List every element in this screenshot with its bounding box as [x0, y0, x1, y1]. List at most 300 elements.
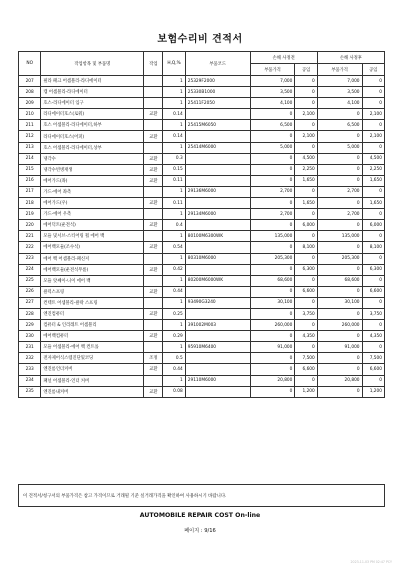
cell-hq: 0.44	[163, 364, 185, 375]
cell-l1: 0	[295, 87, 317, 98]
cell-l2: 0	[362, 342, 384, 353]
cell-p1: 135,000	[250, 231, 295, 242]
cell-l2: 0	[362, 87, 384, 98]
cell-item: 가드-에어 우측	[41, 209, 144, 220]
cell-item: 엔진컴퓨터	[41, 308, 144, 319]
cell-p1: 4,100	[250, 98, 295, 109]
cell-p2: 0	[317, 331, 362, 342]
cell-l1: 0	[295, 231, 317, 242]
table-row	[19, 308, 385, 319]
estimate-table	[18, 51, 385, 398]
cell-l2: 0	[362, 253, 384, 264]
table-row	[19, 131, 385, 142]
cell-p2: 3,500	[317, 87, 362, 98]
cell-hq: 0.4	[163, 220, 185, 231]
header-labor-before: 공임	[295, 64, 317, 76]
cell-no: 232	[19, 353, 41, 364]
cell-no: 211	[19, 120, 41, 131]
cell-l2: 0	[362, 98, 384, 109]
cell-hq: 1	[163, 87, 185, 98]
cell-no: 230	[19, 331, 41, 342]
cell-item: 모듈 및서브-스티어링 휠 에어 백	[41, 231, 144, 242]
cell-p2: 0	[317, 242, 362, 253]
cell-p2: 135,000	[317, 231, 362, 242]
header-item: 작업항목 및 부품명	[41, 52, 144, 76]
cell-hq: 0.08	[163, 386, 185, 397]
cell-p2: 0	[317, 109, 362, 120]
cell-item: 에어 백 어셈블리-패신저	[41, 253, 144, 264]
cell-p2: 0	[317, 175, 362, 186]
cell-no: 233	[19, 364, 41, 375]
cell-code	[185, 220, 250, 231]
cell-work: 교환	[144, 242, 163, 253]
cell-l1: 4,350	[295, 331, 317, 342]
cell-item: 컴퓨터 & 인리레트 어셈블리	[41, 320, 144, 331]
cell-p1: 0	[250, 175, 295, 186]
cell-p1: 2,700	[250, 186, 295, 197]
cell-hq: 0.3	[163, 153, 185, 164]
cell-p1: 0	[250, 264, 295, 275]
cell-p2: 260,000	[317, 320, 362, 331]
cell-work: 교환	[144, 131, 163, 142]
cell-l1: 0	[295, 120, 317, 131]
cell-item: 클럭스프링	[41, 286, 144, 297]
cell-hq: 1	[163, 142, 185, 153]
table-row	[19, 253, 385, 264]
cell-no: 210	[19, 109, 41, 120]
cell-hq: 1	[163, 320, 185, 331]
cell-hq: 1	[163, 297, 185, 308]
cell-code: 95910M6400	[185, 342, 250, 353]
cell-work	[144, 342, 163, 353]
cell-l1: 2,100	[295, 109, 317, 120]
cell-l2: 1,650	[362, 175, 384, 186]
cell-l1: 0	[295, 209, 317, 220]
cell-work	[144, 98, 163, 109]
table-row	[19, 164, 385, 175]
cell-p2: 0	[317, 264, 362, 275]
cell-item: 호스 어셈블리-라디에이터,하부	[41, 120, 144, 131]
cell-item: 모듈 어셈블리-에어 백 컨트롤	[41, 342, 144, 353]
table-row	[19, 109, 385, 120]
cell-l2: 0	[362, 375, 384, 386]
cell-p1: 3,500	[250, 87, 295, 98]
table-row	[19, 87, 385, 98]
cell-l1: 8,100	[295, 242, 317, 253]
cell-l2: 1,650	[362, 198, 384, 209]
cell-l1: 1,650	[295, 175, 317, 186]
cell-hq: 1	[163, 209, 185, 220]
cell-no: 226	[19, 286, 41, 297]
cell-work: 교환	[144, 286, 163, 297]
cell-code	[185, 131, 250, 142]
cell-p1: 7,000	[250, 76, 295, 87]
cell-no: 225	[19, 275, 41, 286]
cell-work	[144, 275, 163, 286]
cell-no: 212	[19, 131, 41, 142]
cell-hq: 1	[163, 186, 185, 197]
cell-no: 224	[19, 264, 41, 275]
cell-p2: 0	[317, 364, 362, 375]
cell-code	[185, 331, 250, 342]
cell-code	[185, 308, 250, 319]
cell-l1: 6,600	[295, 286, 317, 297]
cell-no: 221	[19, 231, 41, 242]
cell-p2: 2,700	[317, 209, 362, 220]
cell-item: 에어백컴퓨터	[41, 331, 144, 342]
cell-p1: 205,300	[250, 253, 295, 264]
cell-no: 218	[19, 198, 41, 209]
cell-no: 209	[19, 98, 41, 109]
table-row	[19, 220, 385, 231]
cell-hq: 1	[163, 231, 185, 242]
cell-work: 교환	[144, 364, 163, 375]
cell-no: 214	[19, 153, 41, 164]
cell-item: 라디에이터호스(어퍼)	[41, 131, 144, 142]
cell-p1: 0	[250, 364, 295, 375]
cell-p2: 0	[317, 131, 362, 142]
table-row	[19, 353, 385, 364]
cell-p1: 0	[250, 286, 295, 297]
cell-l2: 0	[362, 297, 384, 308]
header-code: 부품코드	[185, 52, 250, 76]
cell-item: 가드-에어 좌측	[41, 186, 144, 197]
cell-hq: 0.25	[163, 308, 185, 319]
cell-code	[185, 264, 250, 275]
table-row	[19, 297, 385, 308]
cell-code	[185, 153, 250, 164]
cell-work	[144, 87, 163, 98]
cell-p2: 0	[317, 308, 362, 319]
cell-l1: 1,200	[295, 386, 317, 397]
cell-work: 교환	[144, 109, 163, 120]
cell-hq: 1	[163, 342, 185, 353]
cell-item: 라디에이터호스(로워)	[41, 109, 144, 120]
cell-p2: 30,100	[317, 297, 362, 308]
cell-l1: 0	[295, 297, 317, 308]
cell-l1: 0	[295, 375, 317, 386]
cell-hq: 0.11	[163, 175, 185, 186]
disclaimer-note: 이 견적서/청구서의 부품가격은 참고 가격이므로 거래될 기준 실거래가격을 확인하여 사용하시기 바랍니다.	[18, 484, 385, 507]
cell-p2: 0	[317, 164, 362, 175]
cell-item: 필라 패크 어셈블리-라디에이터	[41, 76, 144, 87]
cell-hq: 0.5	[163, 353, 185, 364]
cell-code	[185, 242, 250, 253]
cell-hq: 0.42	[163, 264, 185, 275]
cell-hq: 1	[163, 120, 185, 131]
cell-hq: 0.11	[163, 198, 185, 209]
cell-item: 에어가드(좌)	[41, 175, 144, 186]
cell-l1: 0	[295, 76, 317, 87]
cell-l2: 6,000	[362, 220, 384, 231]
cell-l2: 2,250	[362, 164, 384, 175]
table-row	[19, 242, 385, 253]
cell-no: 219	[19, 209, 41, 220]
cell-p1: 2,700	[250, 209, 295, 220]
header-price-before: 부품가격	[250, 64, 295, 76]
cell-work: 교환	[144, 153, 163, 164]
cell-item: 캡 어셈블리-라디에이터	[41, 87, 144, 98]
header-work: 작업	[144, 52, 163, 76]
cell-item: 패널 어셈블리-언더 커버	[41, 375, 144, 386]
cell-no: 215	[19, 164, 41, 175]
cell-p2: 0	[317, 198, 362, 209]
cell-code: 29136M6000	[185, 186, 250, 197]
cell-code: 391002M003	[185, 320, 250, 331]
table-row	[19, 375, 385, 386]
cell-no: 213	[19, 142, 41, 153]
cell-p1: 0	[250, 331, 295, 342]
cell-p2: 6,500	[317, 120, 362, 131]
cell-code: 29110M6000	[185, 375, 250, 386]
cell-code	[185, 364, 250, 375]
table-row	[19, 275, 385, 286]
cell-no: 222	[19, 242, 41, 253]
cell-code	[185, 175, 250, 186]
cell-code: 29134M6000	[185, 209, 250, 220]
cell-l1: 6,300	[295, 264, 317, 275]
cell-p1: 0	[250, 353, 295, 364]
cell-p2: 205,300	[317, 253, 362, 264]
cell-work	[144, 209, 163, 220]
cell-p2: 5,000	[317, 142, 362, 153]
cell-code: 25414M6000	[185, 142, 250, 153]
header-no: NO	[19, 52, 41, 76]
cell-item: 에어덕트(운전석)	[41, 220, 144, 231]
cell-no: 207	[19, 76, 41, 87]
cell-code	[185, 198, 250, 209]
cell-p1: 5,000	[250, 142, 295, 153]
cell-no: 234	[19, 375, 41, 386]
cell-p2: 20,800	[317, 375, 362, 386]
cell-p1: 68,600	[250, 275, 295, 286]
cell-hq: 0.44	[163, 286, 185, 297]
cell-work	[144, 186, 163, 197]
cell-l2: 2,100	[362, 131, 384, 142]
cell-l2: 7,500	[362, 353, 384, 364]
cell-l1: 6,000	[295, 220, 317, 231]
cell-work	[144, 253, 163, 264]
cell-p2: 0	[317, 286, 362, 297]
table-row	[19, 364, 385, 375]
cell-p2: 0	[317, 220, 362, 231]
cell-l2: 0	[362, 186, 384, 197]
cell-p1: 0	[250, 153, 295, 164]
cell-work: 교환	[144, 264, 163, 275]
cell-item: 모듈 앗쎄이-니이 에어 백	[41, 275, 144, 286]
cell-p1: 0	[250, 242, 295, 253]
cell-l1: 0	[295, 275, 317, 286]
cell-work	[144, 320, 163, 331]
cell-p2: 0	[317, 153, 362, 164]
cell-l1: 3,750	[295, 308, 317, 319]
cell-no: 217	[19, 186, 41, 197]
cell-work	[144, 375, 163, 386]
cell-hq: 0.14	[163, 131, 185, 142]
table-row	[19, 76, 385, 87]
table-row	[19, 231, 385, 242]
table-row	[19, 386, 385, 397]
cell-no: 220	[19, 220, 41, 231]
cell-code	[185, 386, 250, 397]
cell-work	[144, 297, 163, 308]
cell-p1: 20,800	[250, 375, 295, 386]
cell-no: 227	[19, 297, 41, 308]
cell-hq: 0.29	[163, 331, 185, 342]
cell-hq: 1	[163, 98, 185, 109]
cell-p2: 0	[317, 353, 362, 364]
cell-l1: 7,500	[295, 353, 317, 364]
cell-l2: 6,600	[362, 364, 384, 375]
cell-work: 교환	[144, 175, 163, 186]
cell-l1: 2,250	[295, 164, 317, 175]
page-number: 페이지 : 9/16	[184, 528, 216, 534]
cell-work: 교환	[144, 198, 163, 209]
cell-code	[185, 286, 250, 297]
cell-p2: 91,000	[317, 342, 362, 353]
cell-l1: 0	[295, 98, 317, 109]
table-row	[19, 120, 385, 131]
cell-work	[144, 142, 163, 153]
cell-code: 93490G3240	[185, 297, 250, 308]
cell-l2: 0	[362, 142, 384, 153]
cell-p2: 4,100	[317, 98, 362, 109]
cell-l2: 1,200	[362, 386, 384, 397]
table-row	[19, 198, 385, 209]
cell-code: 80100M6300WK	[185, 231, 250, 242]
cell-hq: 0.54	[163, 242, 185, 253]
table-row	[19, 286, 385, 297]
cell-code: 80310M6000	[185, 253, 250, 264]
cell-code	[185, 109, 250, 120]
cell-l1: 0	[295, 253, 317, 264]
table-row	[19, 153, 385, 164]
header-hqty: H,Q,%	[163, 52, 185, 76]
cell-hq: 1	[163, 275, 185, 286]
cell-l2: 0	[362, 275, 384, 286]
cell-item: 호스-라디에이터 입구	[41, 98, 144, 109]
header-price-after: 부품가격	[317, 64, 362, 76]
cell-no: 235	[19, 386, 41, 397]
cell-code: 80200M6000WK	[185, 275, 250, 286]
cell-p1: 0	[250, 164, 295, 175]
cell-l2: 4,500	[362, 153, 384, 164]
cell-item: 호스 어셈블리-라디에이터,상부	[41, 142, 144, 153]
table-row	[19, 320, 385, 331]
cell-p1: 30,100	[250, 297, 295, 308]
cell-item: 에어백모듈(조수석)	[41, 242, 144, 253]
cell-l2: 8,100	[362, 242, 384, 253]
cell-l2: 3,750	[362, 308, 384, 319]
cell-l1: 0	[295, 186, 317, 197]
cell-l2: 2,100	[362, 109, 384, 120]
cell-hq: 1	[163, 253, 185, 264]
cell-hq: 0.15	[163, 164, 185, 175]
table-row	[19, 331, 385, 342]
cell-hq: 1	[163, 76, 185, 87]
cell-code	[185, 353, 250, 364]
cell-item: 냉각수	[41, 153, 144, 164]
cell-l2: 6,300	[362, 264, 384, 275]
table-row	[19, 142, 385, 153]
cell-no: 231	[19, 342, 41, 353]
header-before: 손해 사정전	[250, 52, 317, 64]
cell-l2: 0	[362, 76, 384, 87]
cell-code	[185, 164, 250, 175]
table-body	[19, 76, 385, 398]
cell-l1: 2,100	[295, 131, 317, 142]
cell-code: 25329F2000	[185, 76, 250, 87]
cell-work	[144, 120, 163, 131]
cell-work: 교환	[144, 220, 163, 231]
table-row	[19, 342, 385, 353]
cell-item: 에어가드(우)	[41, 198, 144, 209]
header-after: 손해 사정후	[317, 52, 384, 64]
print-timestamp: 2023-11-03 PM 02:47 PCY	[350, 560, 392, 564]
cell-work: 교환	[144, 164, 163, 175]
cell-no: 228	[19, 308, 41, 319]
cell-l2: 0	[362, 120, 384, 131]
cell-l2: 0	[362, 209, 384, 220]
cell-l2: 4,350	[362, 331, 384, 342]
cell-l1: 0	[295, 142, 317, 153]
cell-no: 229	[19, 320, 41, 331]
cell-work: 교환	[144, 386, 163, 397]
cell-no: 223	[19, 253, 41, 264]
cell-l2: 0	[362, 320, 384, 331]
cell-item: 에어백모듈(운전석무릎)	[41, 264, 144, 275]
table-row	[19, 98, 385, 109]
cell-p1: 6,500	[250, 120, 295, 131]
cell-work: 조정	[144, 353, 163, 364]
cell-p2: 0	[317, 386, 362, 397]
cell-p1: 0	[250, 131, 295, 142]
cell-item: 냉각수빈병재생	[41, 164, 144, 175]
cell-p2: 2,700	[317, 186, 362, 197]
cell-work	[144, 76, 163, 87]
cell-code: 25330B1000	[185, 87, 250, 98]
header-labor-after: 공임	[362, 64, 384, 76]
table-row	[19, 264, 385, 275]
cell-p1: 0	[250, 198, 295, 209]
cell-work: 교환	[144, 308, 163, 319]
cell-l2: 6,600	[362, 286, 384, 297]
cell-p1: 91,000	[250, 342, 295, 353]
cell-item: 컨텍트 어셈블리-클락 스프링	[41, 297, 144, 308]
cell-l1: 6,600	[295, 364, 317, 375]
table-row	[19, 209, 385, 220]
cell-p1: 0	[250, 386, 295, 397]
cell-code: 25411F2050	[185, 98, 250, 109]
cell-code: 25415M6050	[185, 120, 250, 131]
cell-item: 전자제어식스템진단및코딩	[41, 353, 144, 364]
cell-hq: 0.14	[163, 109, 185, 120]
cell-l1: 1,650	[295, 198, 317, 209]
cell-p1: 0	[250, 308, 295, 319]
cell-l1: 0	[295, 342, 317, 353]
cell-p1: 0	[250, 220, 295, 231]
cell-no: 208	[19, 87, 41, 98]
cell-p1: 0	[250, 109, 295, 120]
cell-work	[144, 231, 163, 242]
cell-work: 교환	[144, 331, 163, 342]
cell-p1: 260,000	[250, 320, 295, 331]
table-row	[19, 175, 385, 186]
cell-no: 216	[19, 175, 41, 186]
footer-title: AUTOMOBILE REPAIR COST On-line	[139, 512, 261, 519]
page-title: 보험수리비 견적서	[157, 34, 243, 45]
cell-p2: 7,000	[317, 76, 362, 87]
